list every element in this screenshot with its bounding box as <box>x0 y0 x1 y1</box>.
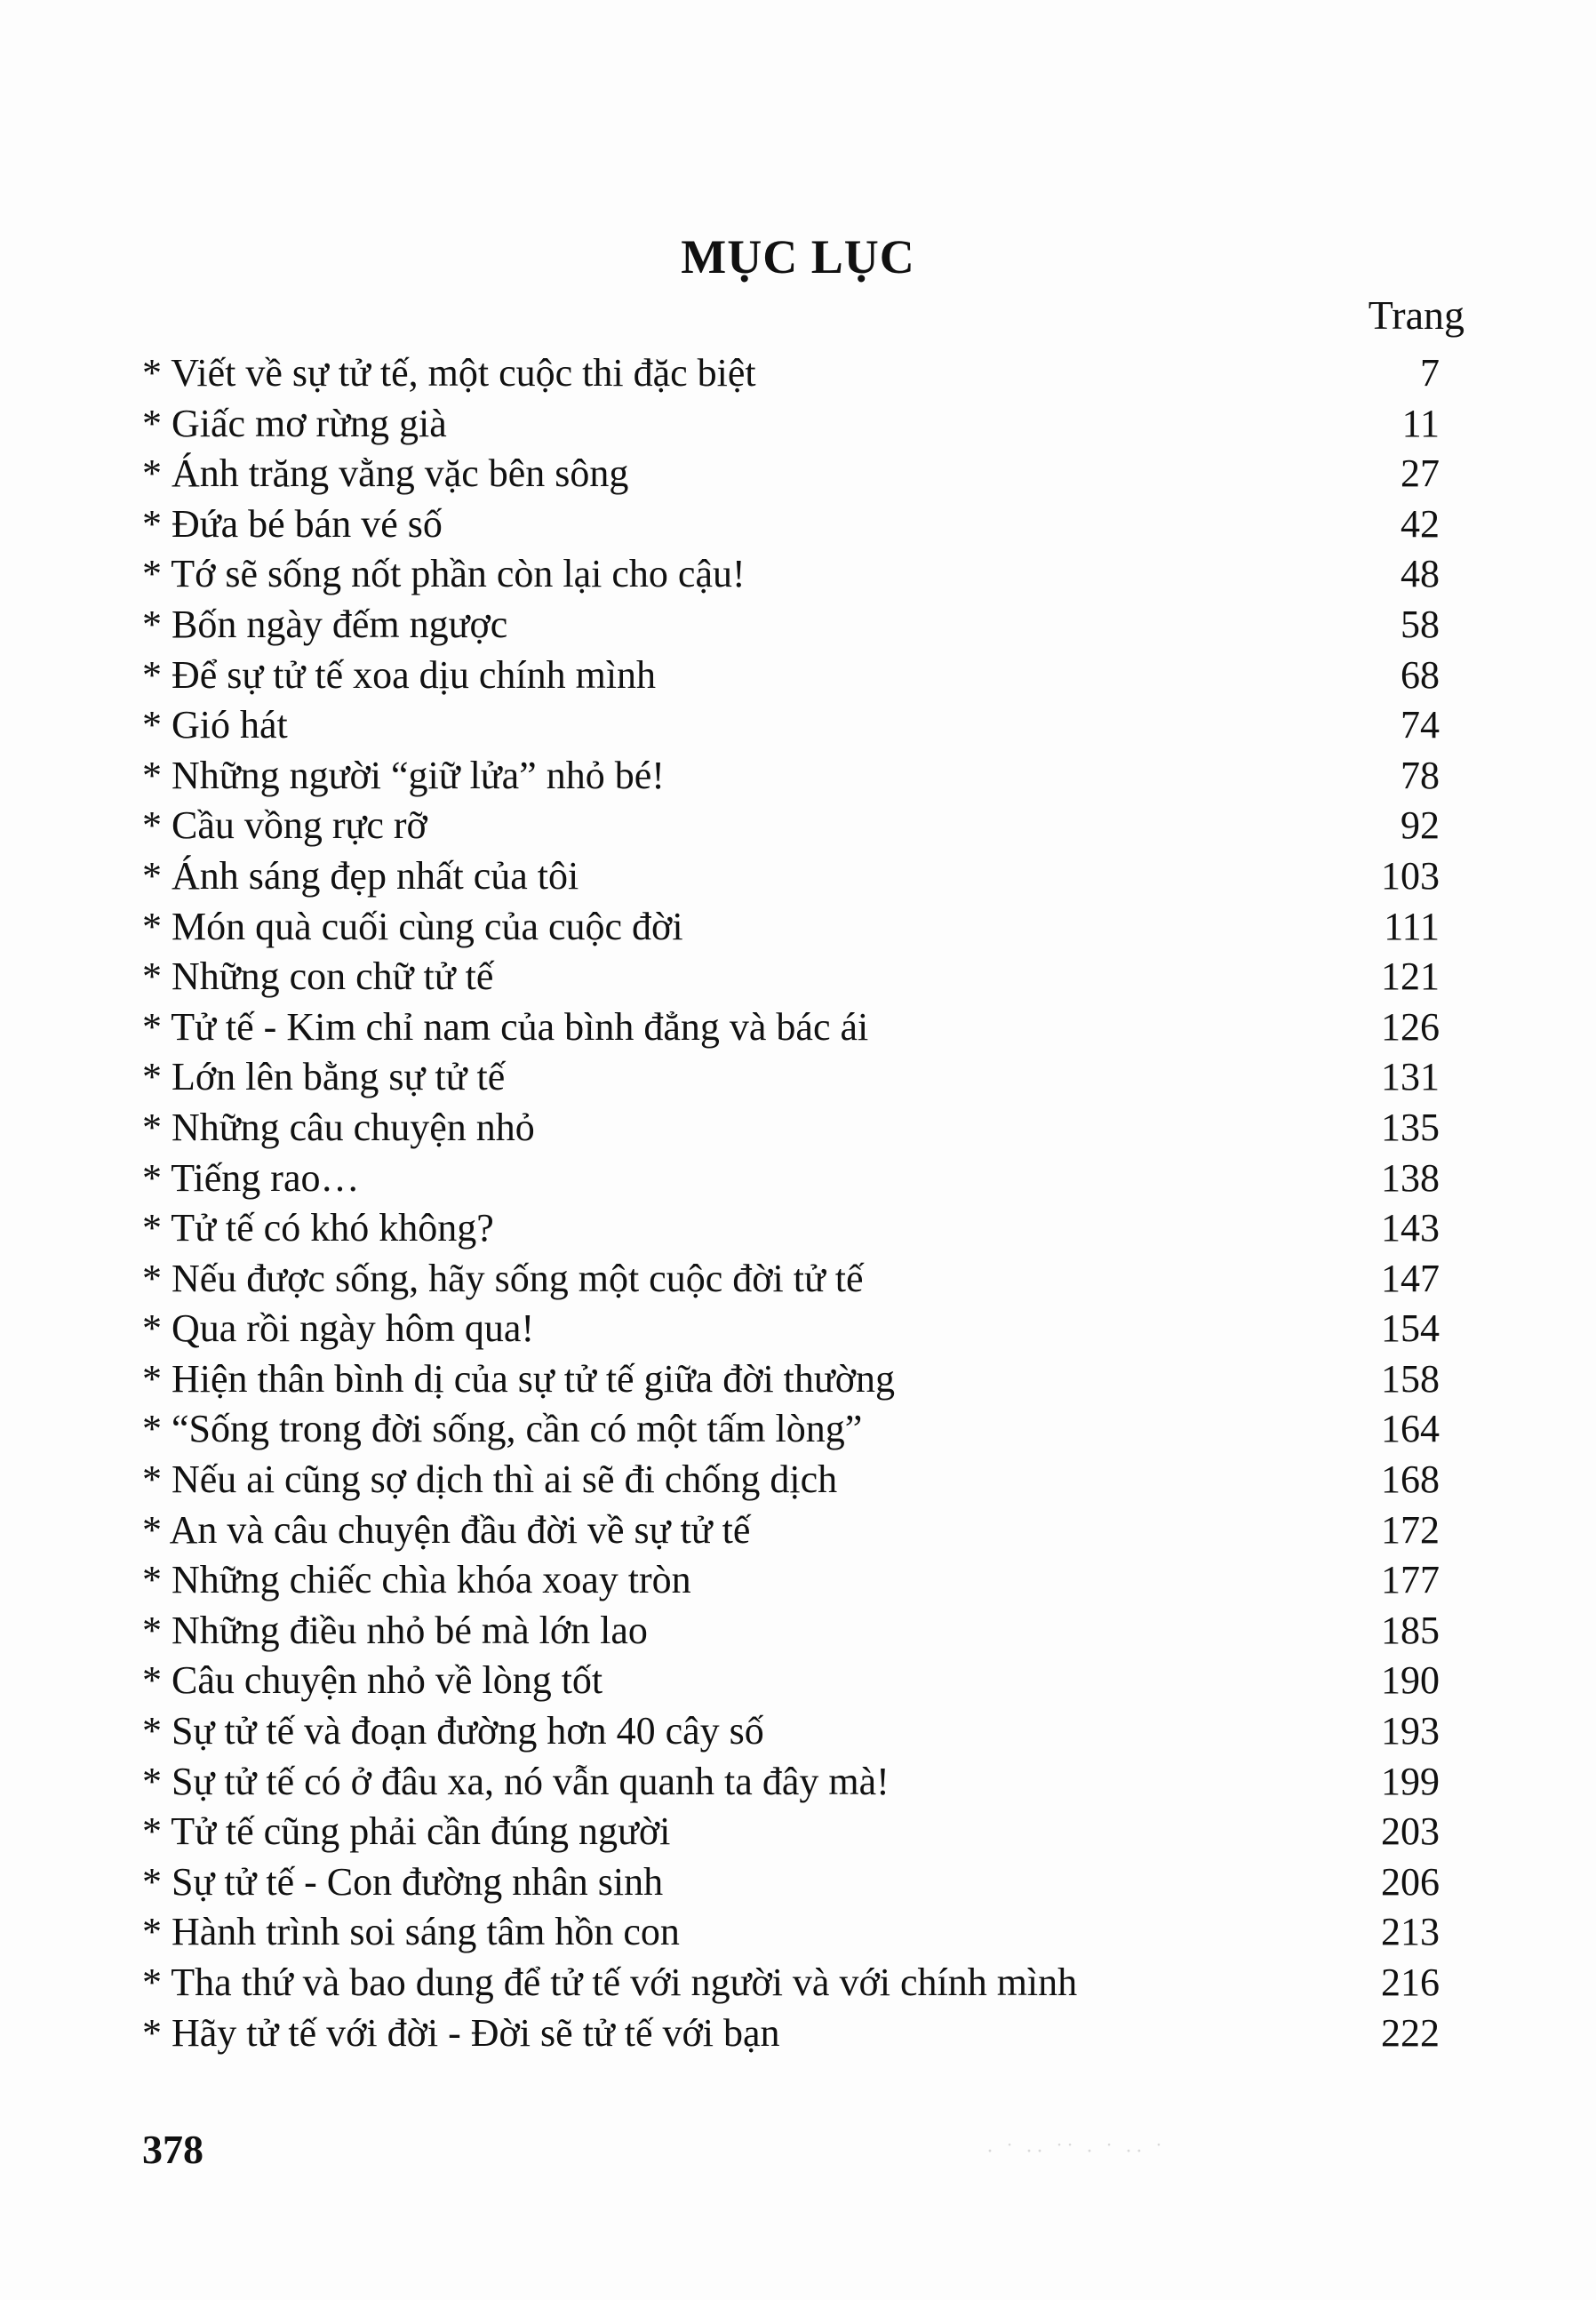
toc-entry-page: 172 <box>1381 1507 1440 1552</box>
toc-entry-title: * Hãy tử tế với đời - Đời sẽ tử tế với bạn <box>142 2010 780 2055</box>
toc-entry-page: 138 <box>1381 1155 1440 1200</box>
toc-entry <box>142 1103 1440 1154</box>
toc-entry-page: 111 <box>1384 904 1440 948</box>
toc-entry <box>142 1757 1440 1808</box>
page-title: MỤC LỤC <box>681 230 915 284</box>
toc-entry-title: * Bốn ngày đếm ngược <box>142 602 508 646</box>
toc-entry-title: * Qua rồi ngày hôm qua! <box>142 1306 535 1351</box>
toc-entry-title: * Ánh sáng đẹp nhất của tôi <box>142 853 579 898</box>
toc-entry <box>142 1052 1440 1103</box>
toc-entry-title: * Tử tế - Kim chỉ nam của bình đẳng và bác ái <box>142 1004 869 1049</box>
toc-entry-title: * Tử tế có khó không? <box>142 1206 494 1250</box>
toc-entry <box>142 1002 1440 1053</box>
toc-entry-title: * Tử tế cũng phải cần đúng người <box>142 1809 671 1854</box>
toc-entry <box>142 1606 1440 1657</box>
toc-entry-page: 222 <box>1381 2010 1440 2055</box>
toc-entry-title: * An và câu chuyện đầu đời về sự tử tế <box>142 1507 751 1552</box>
toc-entry-title: * Ánh trăng vằng vặc bên sông <box>142 451 629 496</box>
toc-entry-title: * Để sự tử tế xoa dịu chính mình <box>142 652 657 697</box>
toc-entry <box>142 1857 1440 1908</box>
toc-entry-page: 92 <box>1400 803 1440 848</box>
toc-entry-page: 143 <box>1381 1206 1440 1250</box>
toc-entry-page: 199 <box>1381 1759 1440 1803</box>
toc-entry <box>142 1656 1440 1706</box>
toc-entry-title: * Giấc mơ rừng già <box>142 401 447 445</box>
toc-entry-title: * Nếu được sống, hãy sống một cuộc đời tử tế <box>142 1256 864 1300</box>
toc-entry-title: * Sự tử tế - Con đường nhân sinh <box>142 1859 664 1904</box>
toc-entry <box>142 1958 1440 2009</box>
toc-entry-title: * “Sống trong đời sống, cần có một tấm lòng” <box>142 1407 863 1451</box>
toc-entry <box>142 1203 1440 1254</box>
toc-entry <box>142 449 1440 499</box>
toc-entry-title: * Tớ sẽ sống nốt phần còn lại cho cậu! <box>142 552 746 596</box>
toc-entry-page: 126 <box>1381 1004 1440 1049</box>
toc-entry-page: 190 <box>1381 1658 1440 1703</box>
toc-entry-title: * Những câu chuyện nhỏ <box>142 1105 535 1149</box>
toc-entry-page: 11 <box>1401 401 1440 445</box>
toc-entry <box>142 851 1440 902</box>
toc-entry <box>142 1907 1440 1958</box>
toc-entry <box>142 2009 1440 2059</box>
toc-entry-page: 193 <box>1381 1709 1440 1753</box>
toc-entry-title: * Những con chữ tử tế <box>142 954 494 999</box>
page-number: 378 <box>142 2127 203 2172</box>
toc-entry-page: 78 <box>1400 753 1440 797</box>
toc-entry-title: * Tha thứ và bao dung để tử tế với người và với chính mình <box>142 1961 1078 2004</box>
toc-entry-page: 147 <box>1381 1256 1440 1300</box>
toc-entry <box>142 549 1440 600</box>
toc-entry-page: 27 <box>1400 451 1440 496</box>
toc-entry-title: * Món quà cuối cùng của cuộc đời <box>142 904 683 948</box>
toc-entry-title: * Những chiếc chìa khóa xoay tròn <box>142 1558 691 1602</box>
toc-entry <box>142 1555 1440 1606</box>
toc-entry <box>142 399 1440 450</box>
toc-entry-title: * Nếu ai cũng sợ dịch thì ai sẽ đi chống dịch <box>142 1457 838 1502</box>
toc-entry <box>142 499 1440 550</box>
toc-entry-page: 74 <box>1400 703 1440 747</box>
toc-entry-page: 158 <box>1381 1356 1440 1401</box>
toc-entry-title: * Sự tử tế có ở đâu xa, nó vẫn quanh ta đây mà! <box>142 1759 890 1803</box>
toc-entry-page: 216 <box>1381 1961 1440 2004</box>
toc-entry <box>142 348 1440 399</box>
toc-entry-title: * Hiện thân bình dị của sự tử tế giữa đời thường <box>142 1356 896 1401</box>
show-through-smudge: · ˙ ·· ˙˙ · ˙ ·· ˙ <box>986 2140 1166 2163</box>
toc-entry <box>142 700 1440 751</box>
toc-entry-page: 213 <box>1381 1910 1440 1954</box>
toc-entry-title: * Lớn lên bằng sự tử tế <box>142 1055 506 1099</box>
toc-entry-title: * Viết về sự tử tế, một cuộc thi đặc biệt <box>142 351 756 395</box>
toc-entry <box>142 902 1440 953</box>
toc-entry <box>142 1254 1440 1305</box>
toc-entry-page: 42 <box>1400 501 1440 546</box>
toc-entry-page: 168 <box>1381 1457 1440 1502</box>
toc-entry-page: 103 <box>1381 853 1440 898</box>
toc-entry-title: * Cầu vồng rực rỡ <box>142 803 427 848</box>
toc-entry-title: * Tiếng rao… <box>142 1155 360 1200</box>
toc-entry-page: 206 <box>1381 1859 1440 1904</box>
toc-entry-page: 7 <box>1420 351 1440 395</box>
toc-entry <box>142 651 1440 701</box>
toc-entry-page: 164 <box>1381 1407 1440 1451</box>
toc-entry-page: 48 <box>1400 552 1440 596</box>
toc-entry-page: 185 <box>1381 1608 1440 1652</box>
toc-entry-page: 131 <box>1381 1055 1440 1099</box>
toc-entry <box>142 751 1440 802</box>
toc-entry-title: * Sự tử tế và đoạn đường hơn 40 cây số <box>142 1709 764 1753</box>
toc-entry-page: 68 <box>1400 652 1440 697</box>
toc-entry-title: * Những người “giữ lửa” nhỏ bé! <box>142 753 665 797</box>
toc-entry <box>142 1154 1440 1204</box>
toc-entry-title: * Câu chuyện nhỏ về lòng tốt <box>142 1658 603 1703</box>
toc-entry <box>142 952 1440 1002</box>
toc-entry-page: 177 <box>1381 1558 1440 1602</box>
toc-entry <box>142 1706 1440 1757</box>
toc-entry <box>142 1455 1440 1505</box>
toc-entry-page: 121 <box>1381 954 1440 999</box>
toc-entry-page: 203 <box>1381 1809 1440 1854</box>
toc-entry <box>142 1354 1440 1405</box>
toc-entry <box>142 1304 1440 1354</box>
toc-entry <box>142 600 1440 651</box>
page-column-label: Trang <box>1368 292 1464 338</box>
toc-entry-title: * Đứa bé bán vé số <box>142 501 443 546</box>
toc-entry-page: 58 <box>1400 602 1440 646</box>
toc-entry <box>142 801 1440 851</box>
table-of-contents <box>142 348 1440 2058</box>
toc-entry <box>142 1807 1440 1857</box>
toc-entry <box>142 1404 1440 1455</box>
toc-entry-title: * Gió hát <box>142 703 288 747</box>
toc-entry-title: * Những điều nhỏ bé mà lớn lao <box>142 1608 648 1652</box>
toc-entry-title: * Hành trình soi sáng tâm hồn con <box>142 1910 680 1954</box>
toc-entry-page: 154 <box>1381 1306 1440 1351</box>
toc-entry-page: 135 <box>1381 1105 1440 1149</box>
toc-entry <box>142 1505 1440 1556</box>
